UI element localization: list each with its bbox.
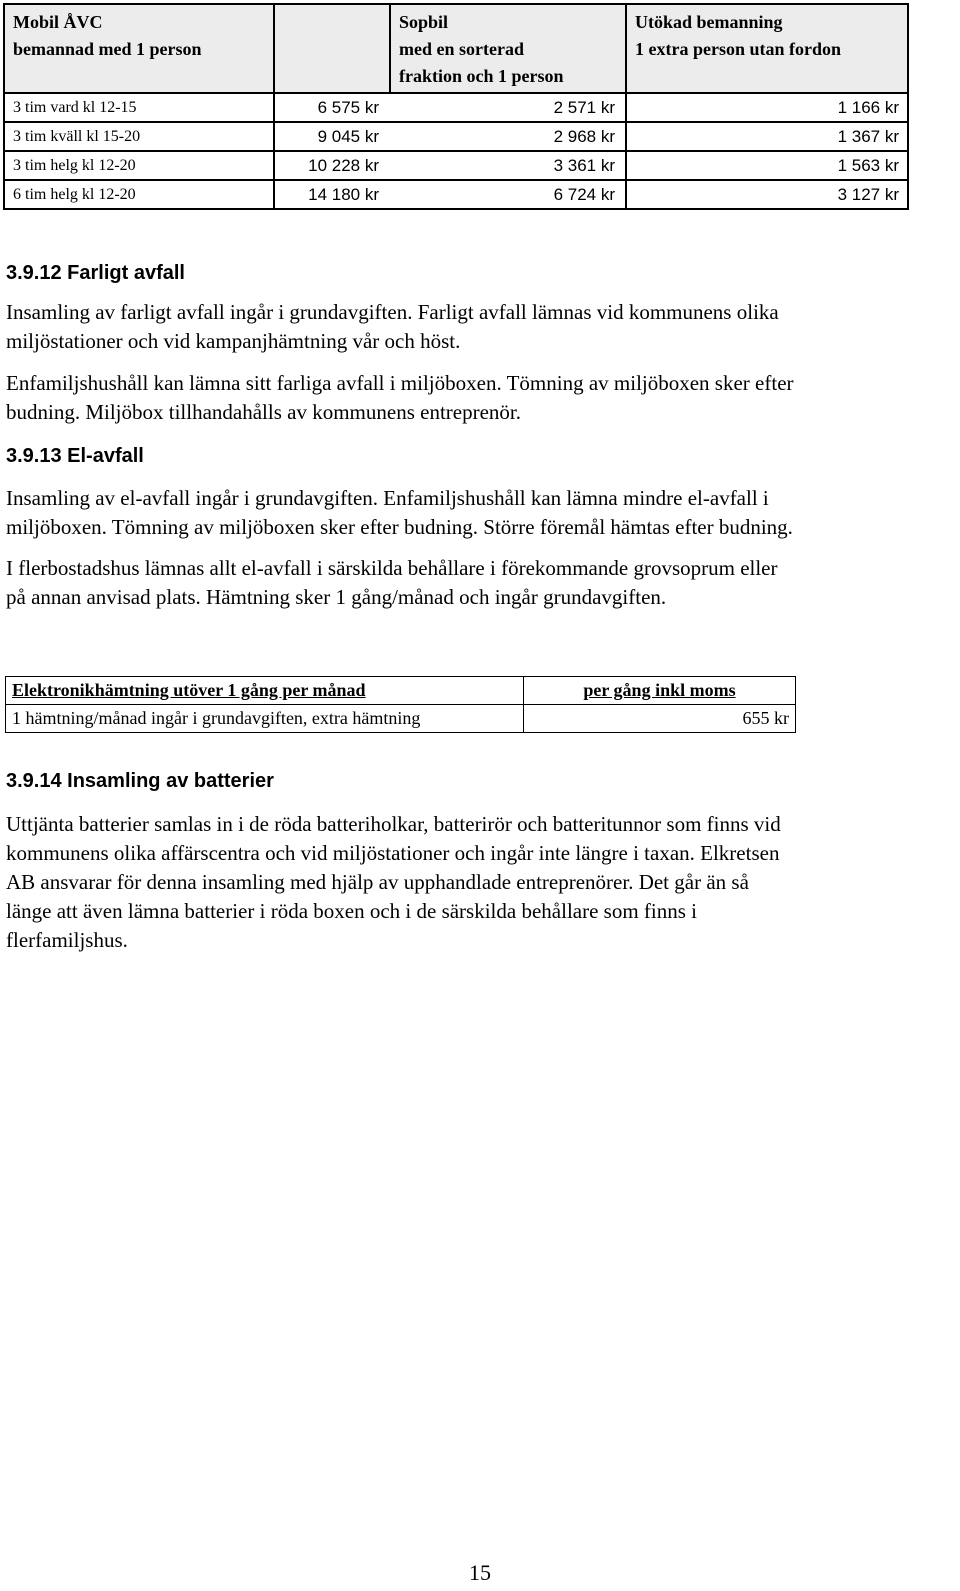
sopbil-price: 3 361 kr (553, 155, 615, 175)
mobil-price (274, 151, 626, 180)
utokad-price: 1 367 kr (626, 122, 908, 151)
farligt-avfall-paragraph-2 (6, 369, 956, 427)
header-utokad (626, 4, 908, 93)
header-sopbil-line1: Sopbil (399, 12, 449, 32)
text-line: flerfamiljshus. (6, 928, 128, 952)
heading-farligt-avfall: 3.9.12 Farligt avfall (6, 262, 185, 284)
utokad-price: 3 127 kr (626, 180, 908, 209)
mobil-price-value: 10 228 kr (308, 155, 379, 175)
table-row (6, 705, 796, 733)
header-utokad-line2: 1 extra person utan fordon (635, 39, 841, 59)
elektronik-header-left: Elektronikhämtning utöver 1 gång per månad (6, 677, 524, 705)
text-line: Insamling av farligt avfall ingår i grundavgiften. Farligt avfall lämnas vid kommunens olika (6, 300, 779, 324)
text-line: Uttjänta batterier samlas in i de röda batteriholkar, batterirör och batteritunnor som finns vid (6, 812, 781, 836)
sopbil-price: 2 968 kr (553, 126, 615, 146)
header-blank (274, 4, 390, 93)
table-row (4, 151, 908, 180)
mobil-price-value: 14 180 kr (308, 184, 379, 204)
mobil-price (274, 122, 626, 151)
row-label: 3 tim helg kl 12-20 (4, 151, 274, 180)
elektronik-header-row (6, 677, 796, 705)
elektronik-header-right: per gång inkl moms (524, 677, 796, 705)
text-line: kommunens olika affärscentra och vid miljöstationer och ingår inte längre i taxan. Elkretsen (6, 841, 780, 865)
header-sopbil-line2: med en sorterad (399, 39, 524, 59)
text-line: på annan anvisad plats. Hämtning sker 1 gång/månad och ingår grundavgiften. (6, 585, 667, 609)
table-row (4, 122, 908, 151)
utokad-price: 1 563 kr (626, 151, 908, 180)
text-line: budning. Miljöbox tillhandahålls av kommunens entreprenör. (6, 400, 522, 424)
header-mobil-avc (4, 4, 274, 93)
table-row (4, 93, 908, 122)
text-line: Enfamiljshushåll kan lämna sitt farliga avfall i miljöboxen. Tömning av miljöboxen sker efter (6, 371, 794, 395)
mobil-price-value: 6 575 kr (317, 97, 379, 117)
fee-table-header-row (4, 4, 908, 93)
heading-el-avfall: 3.9.13 El-avfall (6, 445, 144, 467)
page-number: 15 (469, 1560, 491, 1585)
sopbil-price: 2 571 kr (553, 97, 615, 117)
elektronik-row-price: 655 kr (524, 705, 796, 733)
fee-table (3, 3, 909, 210)
batterier-paragraph (6, 810, 956, 955)
heading-batterier: 3.9.14 Insamling av batterier (6, 770, 274, 792)
text-line: AB ansvarar för denna insamling med hjälp av upphandlade entreprenörer. Det går än så (6, 870, 749, 894)
row-label: 3 tim vard kl 12-15 (4, 93, 274, 122)
text-line: miljöboxen. Tömning av miljöboxen sker efter budning. Större föremål hämtas efter budning. (6, 515, 793, 539)
elektronik-table (5, 676, 796, 733)
header-sopbil-line3: fraktion och 1 person (399, 66, 564, 86)
elektronik-row-label: 1 hämtning/månad ingår i grundavgiften, extra hämtning (6, 705, 524, 733)
header-sopbil (390, 4, 626, 93)
text-line: länge att även lämna batterier i röda boxen och i de särskilda behållare som finns i (6, 899, 698, 923)
row-label: 3 tim kväll kl 15-20 (4, 122, 274, 151)
text-line: Insamling av el-avfall ingår i grundavgiften. Enfamiljshushåll kan lämna mindre el-avfall i (6, 486, 769, 510)
mobil-price-value: 9 045 kr (317, 126, 379, 146)
table-row (4, 180, 908, 209)
header-mobil-line2: bemannad med 1 person (13, 39, 202, 59)
header-utokad-line1: Utökad bemanning (635, 12, 783, 32)
header-mobil-line1: Mobil ÅVC (13, 12, 103, 32)
utokad-price: 1 166 kr (626, 93, 908, 122)
text-line: I flerbostadshus lämnas allt el-avfall i särskilda behållare i förekommande grovsoprum eller (6, 556, 778, 580)
el-avfall-paragraph-1 (6, 484, 956, 542)
el-avfall-paragraph-2 (6, 554, 956, 612)
sopbil-price: 6 724 kr (553, 184, 615, 204)
farligt-avfall-paragraph-1 (6, 298, 956, 356)
text-line: miljöstationer och vid kampanjhämtning vår och höst. (6, 329, 461, 353)
mobil-price (274, 93, 626, 122)
mobil-price (274, 180, 626, 209)
row-label: 6 tim helg kl 12-20 (4, 180, 274, 209)
